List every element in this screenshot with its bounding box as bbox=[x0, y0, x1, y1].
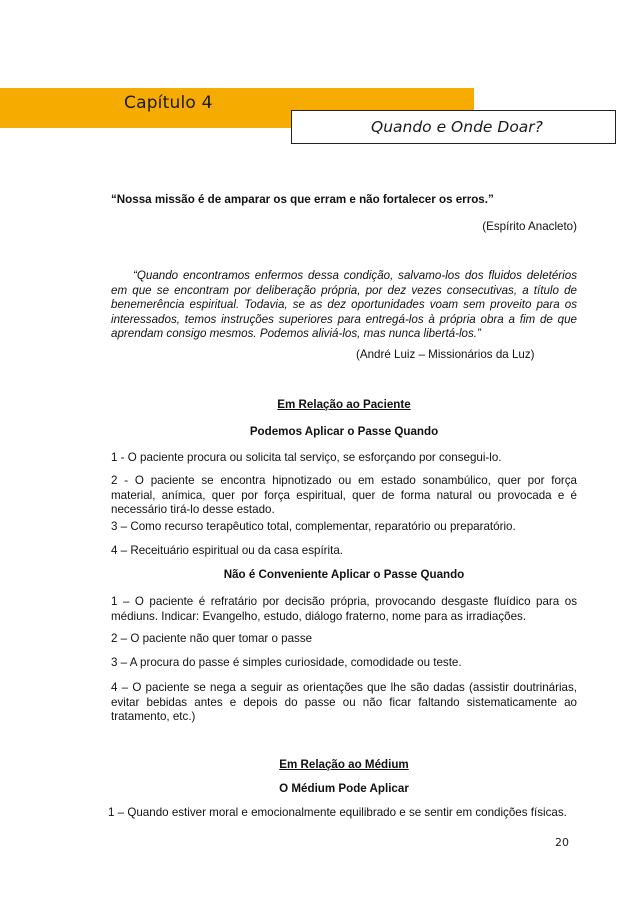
excerpt-paragraph: “Quando encontramos enfermos dessa condição, salvamo-los dos fluidos deletérios em que se encontram por deliberação própria, por dez vezes consecutivas, a título de benemerência espiritual. Todavia, se as dez oportunidades voam sem proveito para os interessados, temos instruções superiores para entregá-los à própria obra a fim de que aprendam consigo mesmos. Podemos aliviá-los, mas nunca libertá-los.” bbox=[111, 269, 577, 341]
epigraph-author: (Espírito Anacleto) bbox=[482, 220, 577, 233]
excerpt-source: (André Luiz – Missionários da Luz) bbox=[356, 348, 535, 361]
patient-cannot-heading: Não é Conveniente Aplicar o Passe Quando bbox=[223, 568, 465, 581]
list-item: 4 – O paciente se nega a seguir as orientações que lhe são dadas (assistir doutrinárias, evitar bebidas antes e depois do passe ou não ficar faltando sistematicamente ao tratamento, etc.) bbox=[111, 681, 577, 724]
chapter-title-box bbox=[291, 110, 616, 144]
chapter-title: Quando e Onde Doar? bbox=[371, 118, 543, 136]
list-item: 1 – Quando estiver moral e emocionalmente equilibrado e se sentir em condições físicas. bbox=[108, 806, 567, 819]
medium-can-heading: O Médium Pode Aplicar bbox=[279, 782, 409, 795]
medium-section-heading: Em Relação ao Médium bbox=[279, 758, 409, 771]
patient-section-heading: Em Relação ao Paciente bbox=[277, 398, 411, 411]
patient-can-heading: Podemos Aplicar o Passe Quando bbox=[249, 425, 439, 438]
list-item: 4 – Receituário espiritual ou da casa espírita. bbox=[111, 544, 344, 557]
list-item: 3 – Como recurso terapêutico total, complementar, reparatório ou preparatório. bbox=[111, 520, 516, 533]
page-number: 20 bbox=[555, 836, 569, 849]
list-item: 2 - O paciente se encontra hipnotizado ou em estado sonambúlico, quer por força material, anímica, quer por força espiritual, quer de forma natural ou provocada e é necessário tirá-lo desse estado. bbox=[111, 474, 577, 517]
list-item: 3 – A procura do passe é simples curiosidade, comodidade ou teste. bbox=[111, 656, 462, 669]
list-item: 1 - O paciente procura ou solicita tal serviço, se esforçando por consegui-lo. bbox=[111, 451, 502, 464]
list-item: 2 – O paciente não quer tomar o passe bbox=[111, 632, 313, 645]
list-item: 1 – O paciente é refratário por decisão própria, provocando desgaste fluídico para os médiuns. Indicar: Evangelho, estudo, diálogo fraterno, nome para as irradiações. bbox=[111, 595, 577, 623]
chapter-label: Capítulo 4 bbox=[124, 93, 213, 113]
epigraph-quote: “Nossa missão é de amparar os que erram e não fortalecer os erros.” bbox=[111, 193, 494, 206]
